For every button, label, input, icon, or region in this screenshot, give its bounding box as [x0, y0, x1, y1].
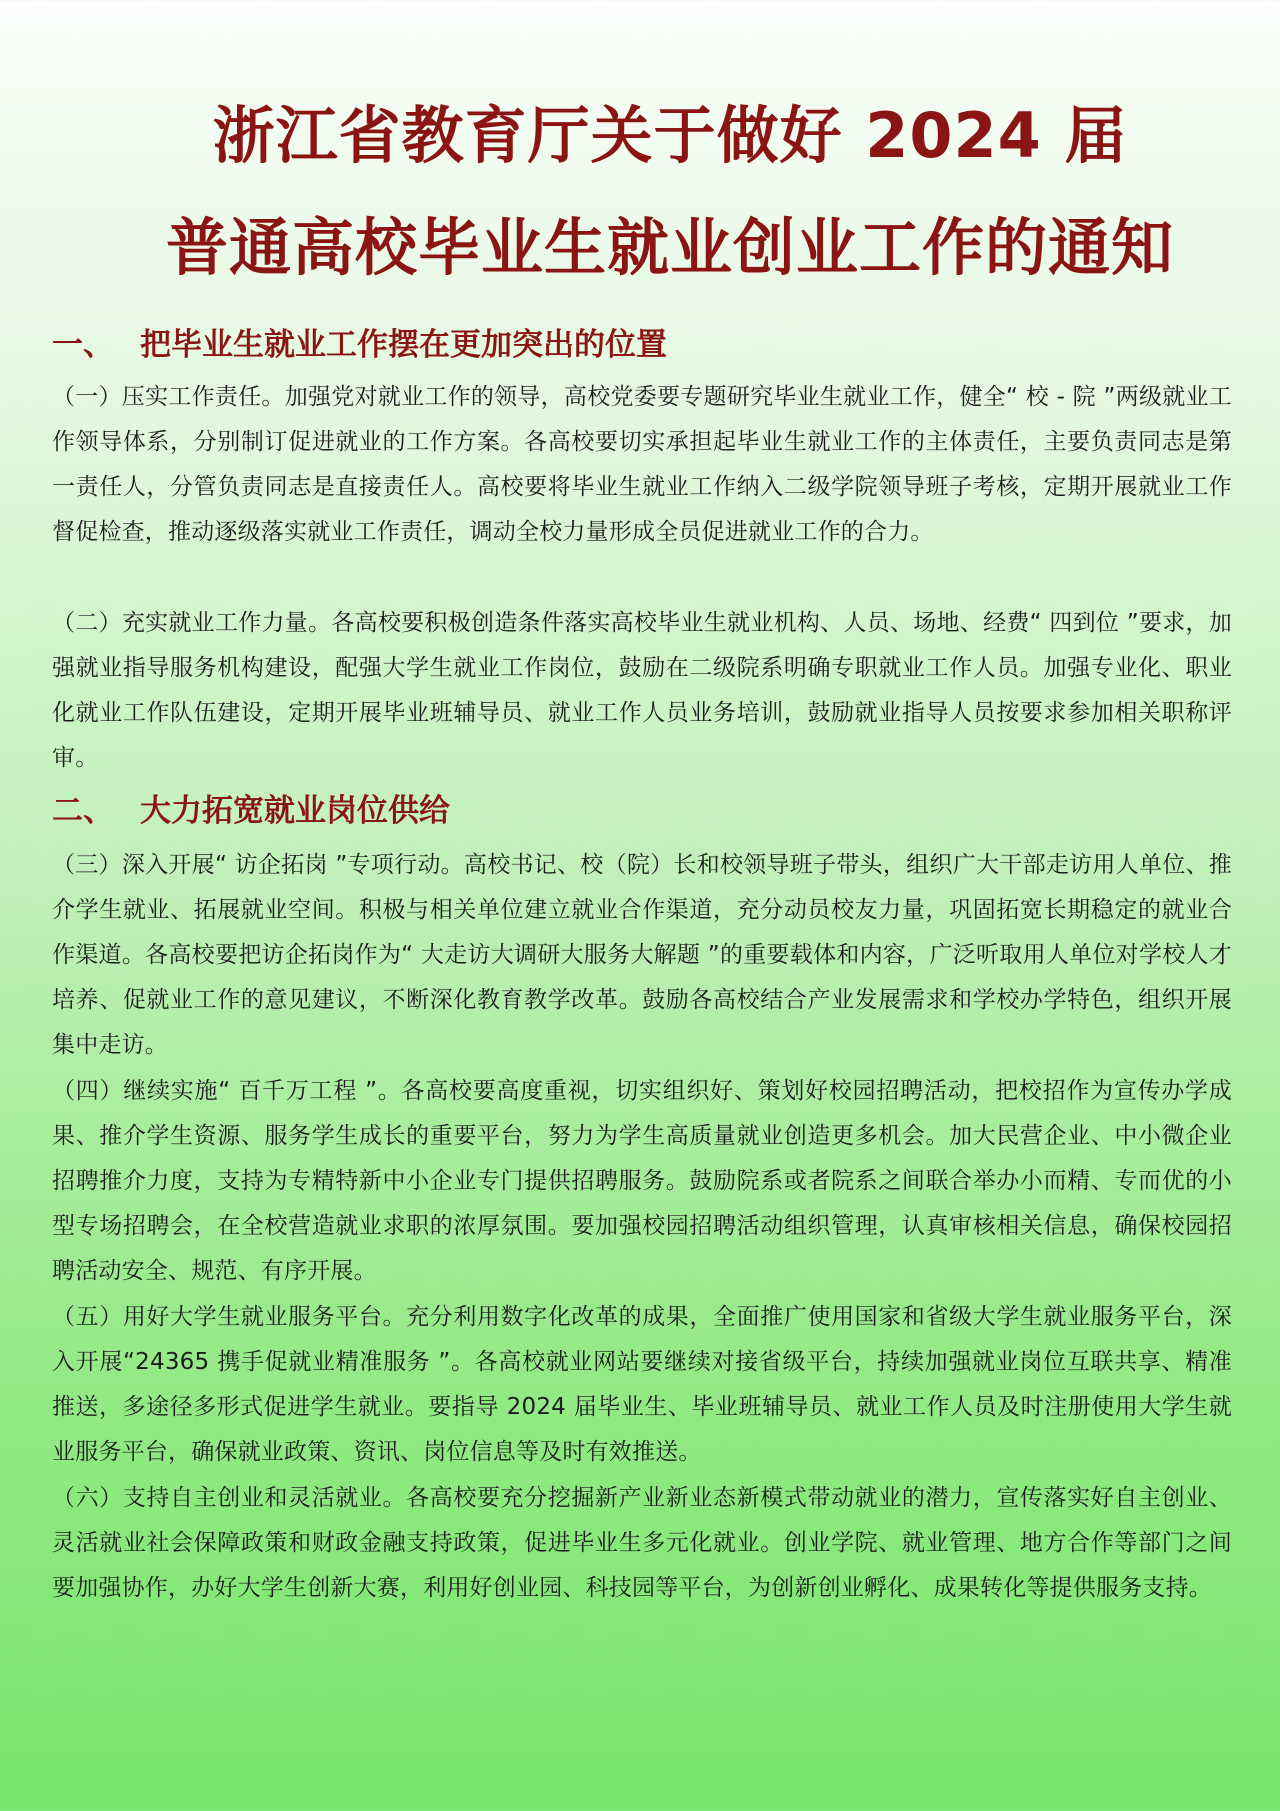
section-number: 一、: [52, 327, 114, 363]
paragraph-3: （三）深入开展“ 访企拓岗 ”专项行动。高校书记、校（院）长和校领导班子带头，组织广大干部走访用人单位、推介学生就业、拓展就业空间。积极与相关单位建立就业合作渠道，充分动员校友力量，巩固拓宽长期稳定的就业合作渠道。各高校要把访企拓岗作为“ 大走访大调研大服务大解题 ”的重要载体和内容，广泛听取用人单位对学校人才培养、促就业工作的意见建议，不断深化教育教学改革。鼓励各高校结合产业发展需求和学校办学特色，组织开展集中走访。: [52, 852, 1232, 1058]
paragraph-2: （二）充实就业工作力量。各高校要积极创造条件落实高校毕业生就业机构、人员、场地、经费“ 四到位 ”要求，加强就业指导服务机构建设，配强大学生就业工作岗位，鼓励在二级院系明确专职就业工作人员。加强专业化、职业化就业工作队伍建设，定期开展毕业班辅导员、就业工作人员业务培训，鼓励就业指导人员按要求参加相关职称评审。: [52, 610, 1232, 771]
section-title: 大力拓宽就业岗位供给: [140, 793, 450, 829]
document-title-line-2: 普通高校毕业生就业创业工作的通知: [165, 211, 1174, 284]
paragraph-6: （六）支持自主创业和灵活就业。各高校要充分挖掘新产业新业态新模式带动就业的潜力，宣传落实好自主创业、灵活就业社会保障政策和财政金融支持政策，促进毕业生多元化就业。创业学院、就业管理、地方合作等部门之间要加强协作，办好大学生创新大赛，利用好创业园、科技园等平台，为创新创业孵化、成果转化等提供服务支持。: [52, 1485, 1232, 1601]
section-number: 二、: [52, 793, 114, 829]
section-title: 把毕业生就业工作摆在更加突出的位置: [140, 327, 667, 363]
section-heading-1: [52, 323, 667, 367]
paragraph-5: （五）用好大学生就业服务平台。充分利用数字化改革的成果，全面推广使用国家和省级大学生就业服务平台，深入开展“24365 携手促就业精准服务 ”。各高校就业网站要继续对接省级平台，持续加强就业岗位互联共享、精准推送，多途径多形式促进学生就业。要指导 2024 届毕业生、毕业班辅导员、就业工作人员及时注册使用大学生就业服务平台，确保就业政策、资讯、岗位信息等及时有效推送。: [52, 1304, 1232, 1465]
section-heading-2: [52, 789, 450, 833]
paragraph-4: （四）继续实施“ 百千万工程 ”。各高校要高度重视，切实组织好、策划好校园招聘活动，把校招作为宣传办学成果、推介学生资源、服务学生成长的重要平台，努力为学生高质量就业创造更多机会。加大民营企业、中小微企业招聘推介力度，支持为专精特新中小企业专门提供招聘服务。鼓励院系或者院系之间联合举办小而精、专而优的小型专场招聘会，在全校营造就业求职的浓厚氛围。要加强校园招聘活动组织管理，认真审核相关信息，确保校园招聘活动安全、规范、有序开展。: [52, 1078, 1232, 1284]
paragraph-1: （一）压实工作责任。加强党对就业工作的领导，高校党委要专题研究毕业生就业工作，健全“ 校 - 院 ”两级就业工作领导体系，分别制订促进就业的工作方案。各高校要切实承担起毕业生就业工作的主体责任，主要负责同志是第一责任人，分管负责同志是直接责任人。高校要将毕业生就业工作纳入二级学院领导班子考核，定期开展就业工作督促检查，推动逐级落实就业工作责任，调动全校力量形成全员促进就业工作的合力。: [52, 384, 1232, 545]
document-title-line-1: 浙江省教育厅关于做好 2024 届: [212, 99, 1128, 172]
